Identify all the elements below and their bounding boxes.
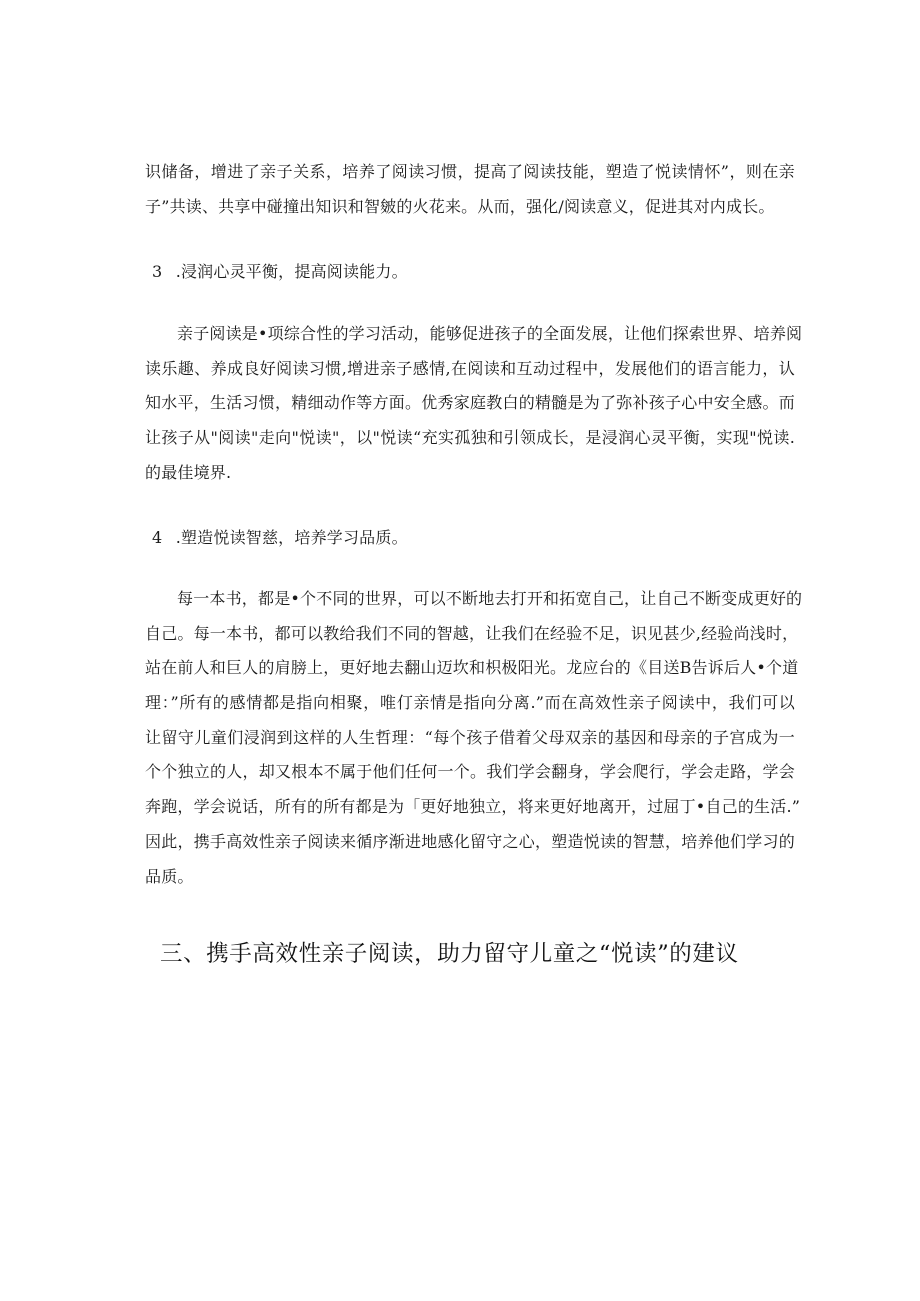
paragraph-line: 知水平，生活习惯，精细动作等方面。优秀家庭教白的精髓是为了弥补孩子心中安全感。而: [145, 393, 795, 413]
subheading-text: .浸润心灵平衡，提高阅读能力。: [175, 262, 408, 281]
paragraph-line: 因此，携手高效性亲子阅读来循序渐进地感化留守之心，塑造悦读的智慧，培养他们学习的: [145, 831, 795, 851]
paragraph-line: 让孩子从"阅读"走向"悦读"，以"悦读“充实孤独和引领成长，是浸润心灵平衡，实现"悦读.: [145, 428, 795, 448]
subheading-number: 3: [152, 262, 163, 281]
subheading-number: 4: [152, 528, 163, 547]
paragraph-line: 站在前人和巨人的肩膀上，更好地去翻山迈坎和枳极阳光。龙应台的《目送B告诉后人•个道: [145, 658, 799, 678]
paragraph-line: 每一本书，都是•个不同的世界，可以不断地去打开和拓宽自己，让自己不断变成更好的: [177, 589, 803, 608]
subheading-3: [152, 262, 802, 282]
paragraph-line: 个个独立的人，却又根本不属于他们任何一个。我们学会翻身，学会爬行，学会走路，学会: [145, 762, 795, 782]
paragraph-line: 识储备，增进了亲子关系，培养了阅读习惯，提高了阅读技能，塑造了悦读情怀”，则在亲: [145, 162, 795, 181]
paragraph-line: 自己。每一本书，都可以教给我们不同的智越，让我们在经验不足，识见甚少,经验尚浅时，: [145, 623, 799, 643]
paragraph-line: 奔跑，学会说话，所有的所有都是为「更好地独立，将来更好地离开，过屈丁•自己的生活.”: [145, 797, 801, 817]
paragraph-parent-child-reading: [145, 324, 803, 483]
paragraph-line: 让留守儿童们浸润到这样的人生哲理：“每个孩子借着父母双亲的基因和母亲的子宫成为一: [145, 727, 795, 747]
paragraph-line: 理：”所有的感情都是指向相聚，唯仃亲情是指向分离.”而在高效性亲子阅读中，我们可以: [145, 693, 795, 713]
section-heading: 三、携手高效性亲子阅读，助力留守儿童之“悦读”的建议: [160, 941, 739, 967]
intro-paragraph: [145, 162, 795, 217]
subheading-4: [152, 528, 802, 548]
paragraph-line: 读乐趣、养成良好阅读习惯,增进亲子感情,在阅读和互动过程中，发展他们的语言能力，认: [145, 358, 795, 378]
paragraph-line: 品质。: [145, 866, 194, 886]
paragraph-line: 的最佳境界.: [145, 462, 232, 482]
subheading-text: .塑造悦读智慈，培养学习品质。: [175, 528, 408, 547]
paragraph-every-book: [145, 589, 803, 887]
paragraph-line: 子”共读、共享中碰撞出知识和智皴的火花来。从而，强化/阅读意义，促进其对内成长。: [145, 196, 775, 216]
paragraph-line: 亲子阅读是•项综合性的学习活动，能够促进孩子的全面发展，让他们探索世界、培养阅: [177, 324, 803, 343]
